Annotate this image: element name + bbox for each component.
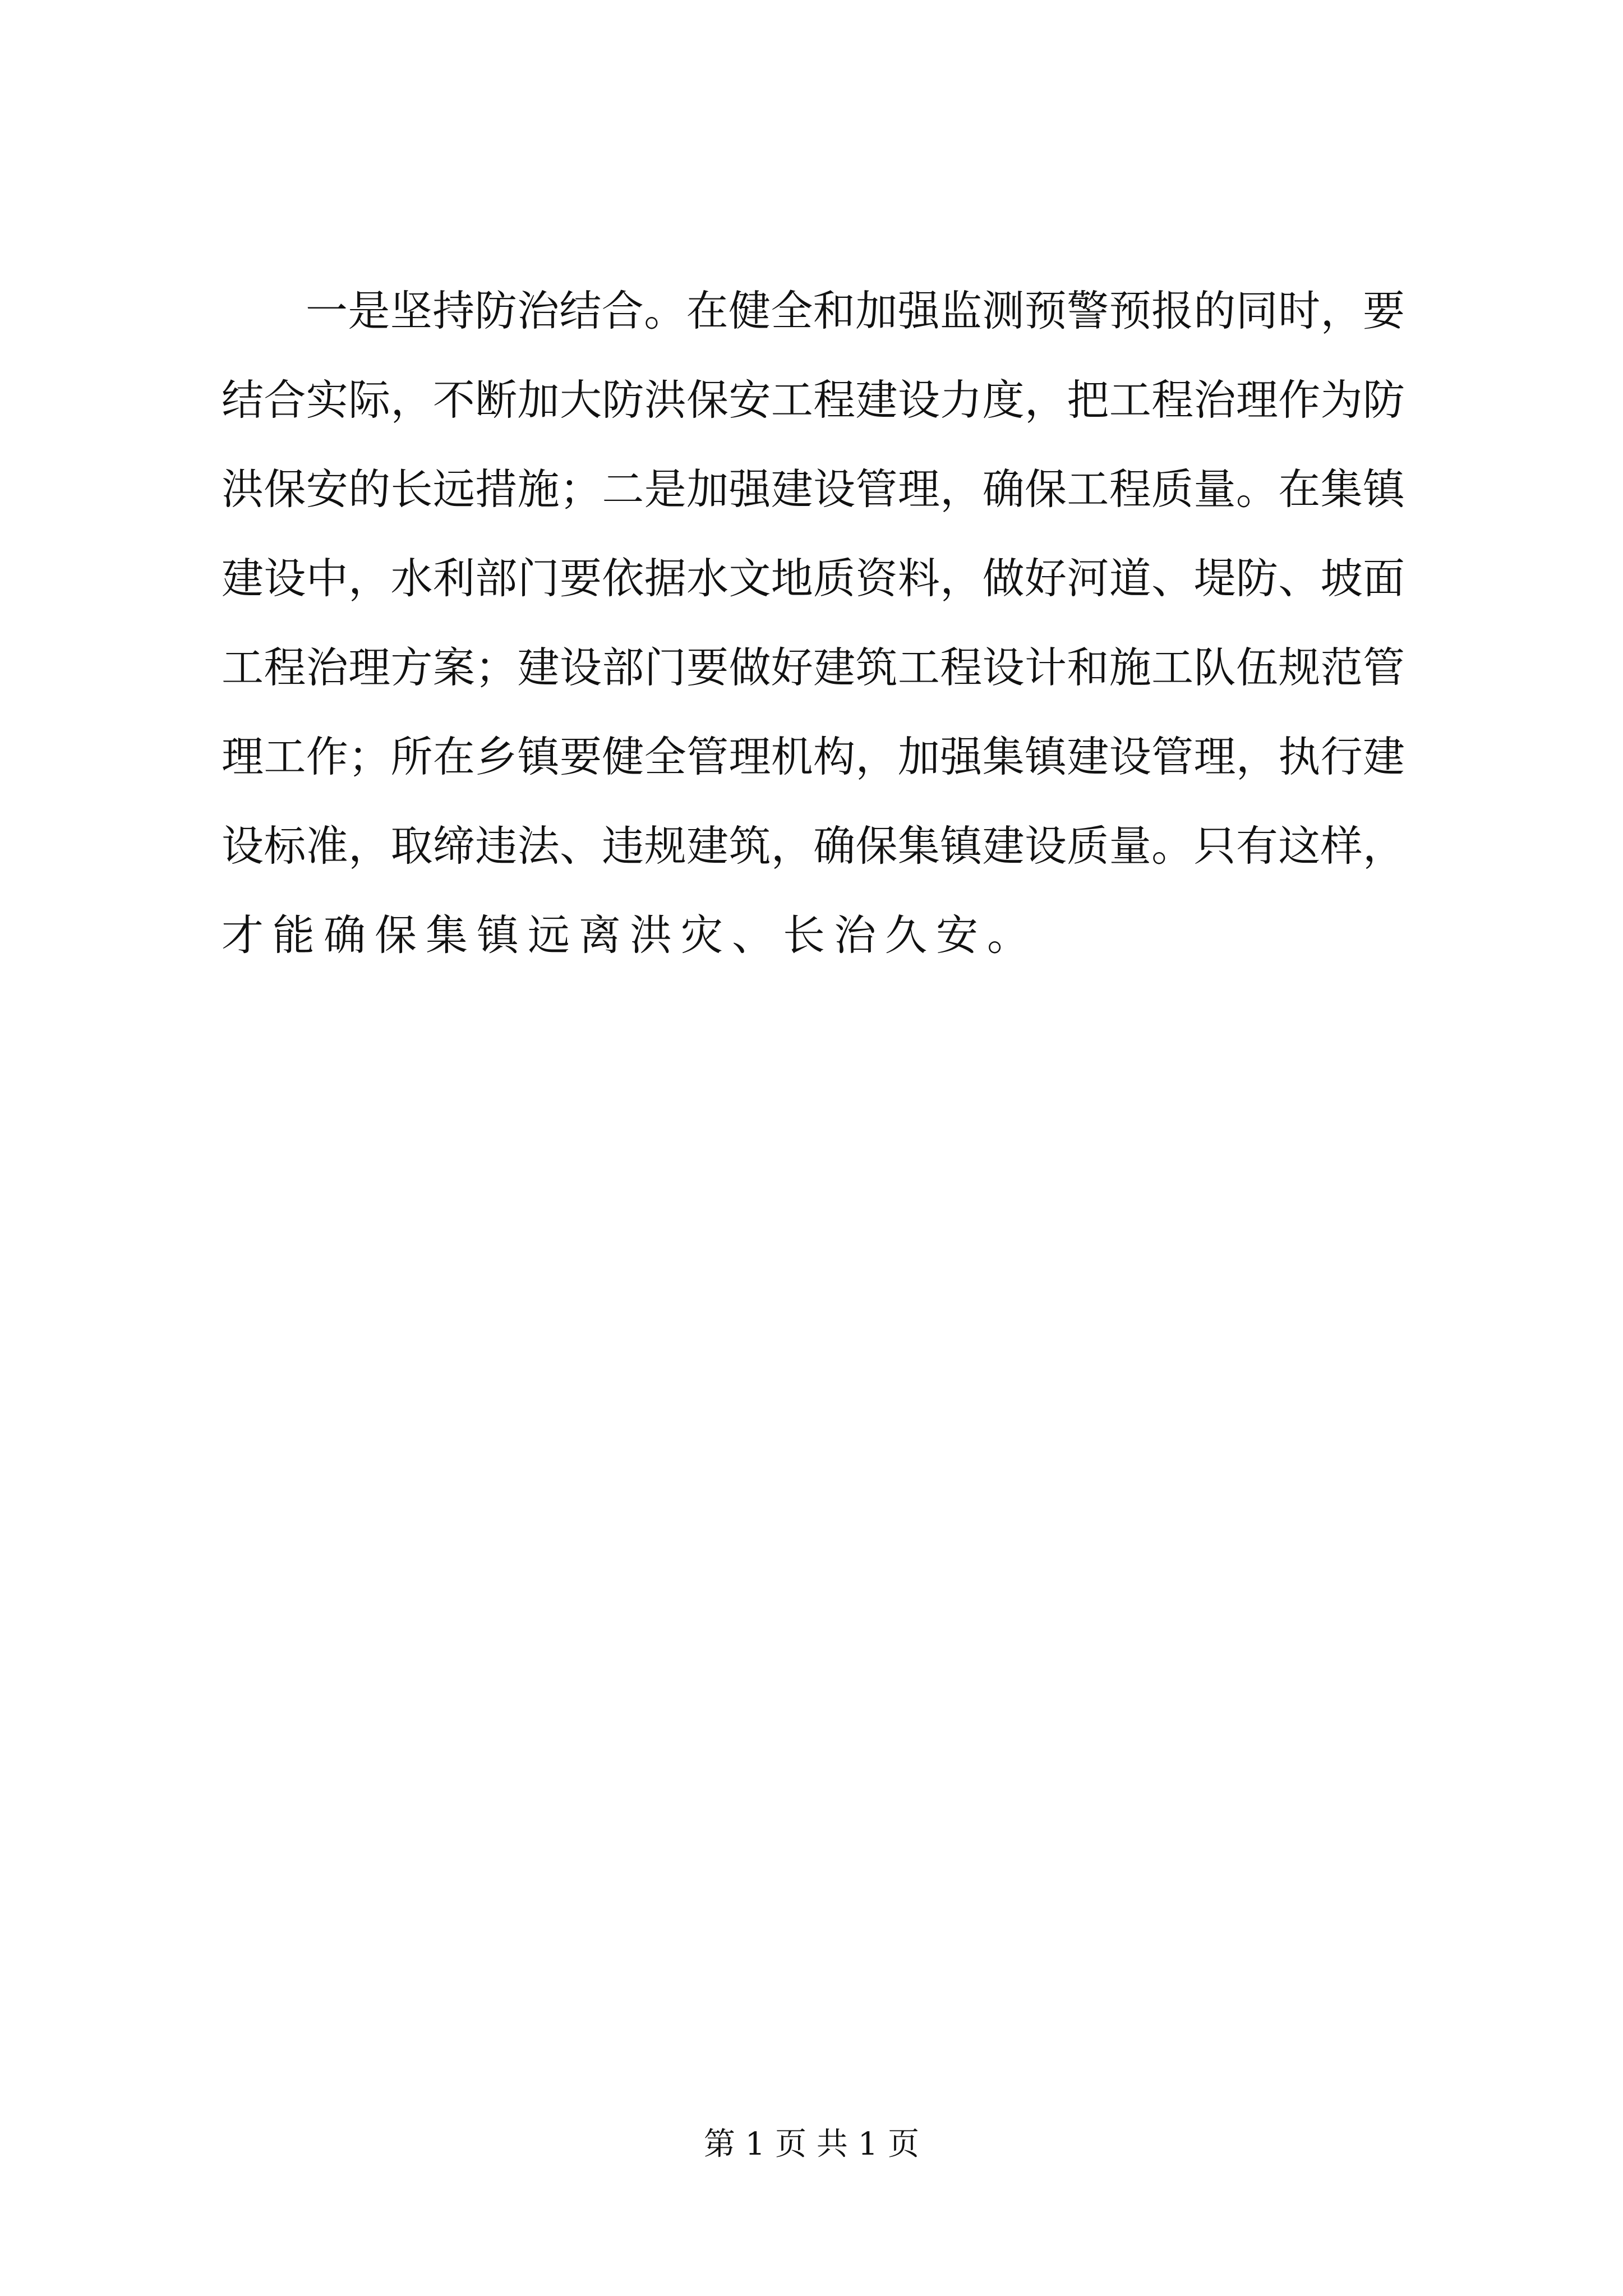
paragraph-line: 设标准，取缔违法、违规建筑，确保集镇建设质量。只有这样，	[222, 821, 1405, 871]
paragraph-line: 一是坚持防治结合。在健全和加强监测预警预报的同时，要	[306, 286, 1405, 335]
paragraph-line: 才能确保集镇远离洪灾、长治久安。	[222, 910, 1039, 960]
body-paragraph	[222, 266, 1405, 980]
paragraph-line: 洪保安的长远措施；二是加强建设管理，确保工程质量。在集镇	[222, 464, 1405, 514]
paragraph-line: 建设中，水利部门要依据水文地质资料，做好河道、堤防、坡面	[222, 554, 1405, 603]
page-number-footer: 第 1 页 共 1 页	[703, 2126, 920, 2162]
paragraph-line: 理工作；所在乡镇要健全管理机构，加强集镇建设管理，执行建	[222, 732, 1405, 781]
paragraph-line: 结合实际，不断加大防洪保安工程建设力度，把工程治理作为防	[222, 375, 1405, 425]
paragraph-line: 工程治理方案；建设部门要做好建筑工程设计和施工队伍规范管	[222, 643, 1405, 692]
